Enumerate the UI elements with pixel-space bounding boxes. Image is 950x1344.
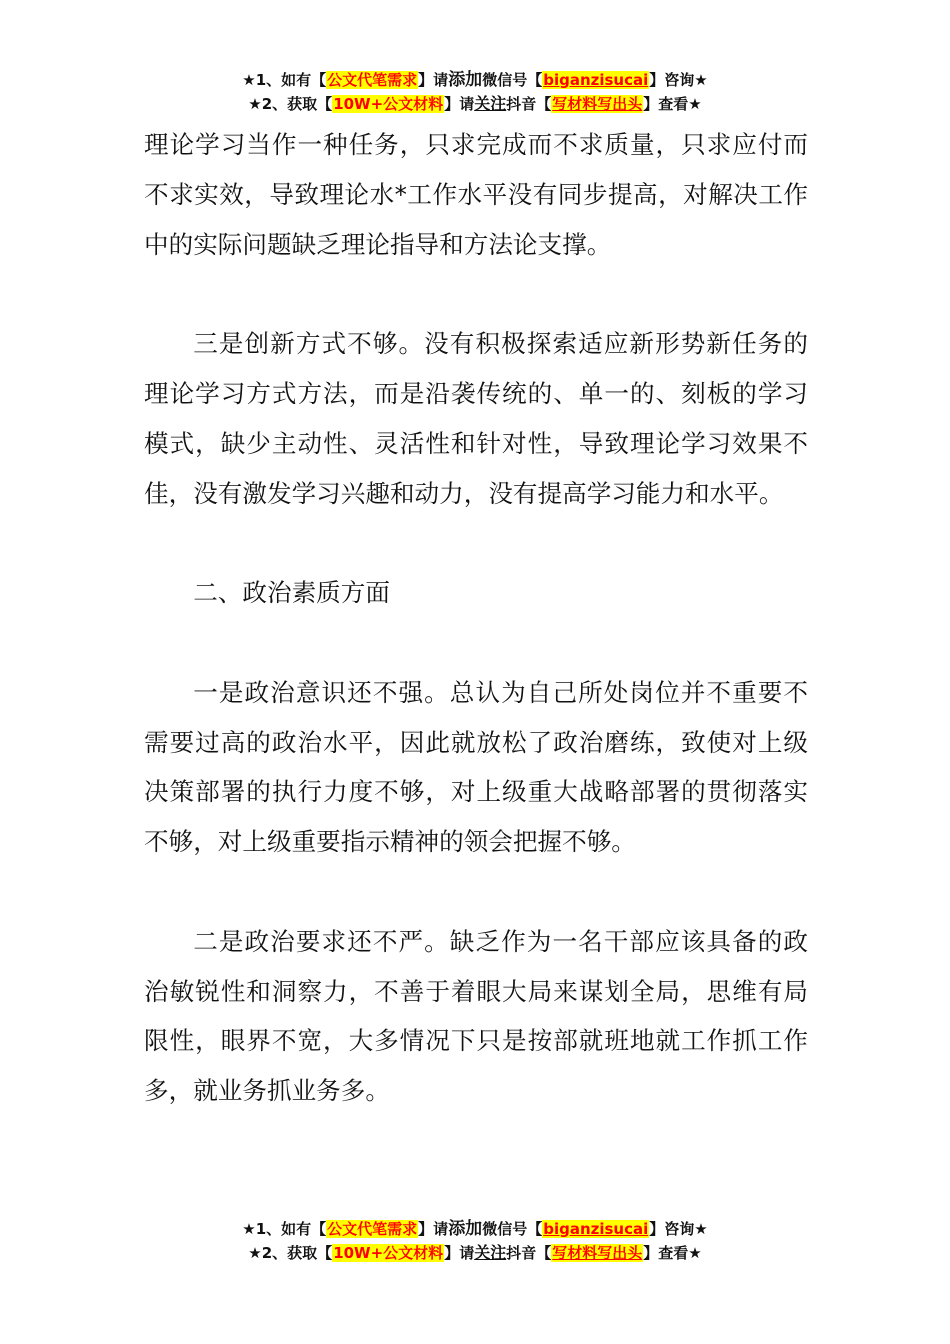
footer-banner: [0, 1217, 950, 1265]
banner-line1-emphasis: 添加: [448, 70, 483, 90]
banner-line1-mid2: 微信号【: [482, 71, 543, 89]
banner-line2-highlight-douyin: 写材料写出头: [552, 95, 643, 113]
banner-line2-highlight-douyin: 写材料写出头: [552, 1244, 643, 1262]
banner-line2-emphasis: 关注: [474, 1243, 507, 1262]
header-banner: [0, 68, 950, 116]
section-heading-political-quality: 二、政治素质方面: [193, 578, 390, 608]
document-body: [144, 120, 808, 1116]
banner-line1-highlight-service: 公文代笔需求: [327, 1220, 418, 1238]
banner-line1-mid1: 】请: [418, 1220, 449, 1238]
banner-line1-emphasis: 添加: [448, 1219, 483, 1239]
paragraph-spacer: [144, 867, 808, 917]
banner-line-1: [0, 1217, 950, 1241]
banner-line2-prefix: ★2、获取【: [248, 1244, 333, 1262]
paragraph-spacer: [144, 618, 808, 668]
banner-line-2: [0, 92, 950, 116]
paragraph-political-requirements: 二是政治要求还不严。缺乏作为一名干部应该具备的政治敏锐性和洞察力，不善于着眼大局来谋划全局，思维有局限性，眼界不宽，大多情况下只是按部就班地就工作抓工作多，就业务抓业务多。: [144, 926, 808, 1106]
banner-line1-prefix: ★1、如有【: [242, 71, 327, 89]
banner-line2-suffix: 】查看★: [643, 1244, 702, 1262]
banner-line2-emphasis: 关注: [474, 94, 507, 113]
banner-line2-mid1: 】请: [444, 95, 475, 113]
banner-line2-mid2: 抖音【: [506, 95, 552, 113]
banner-line1-mid1: 】请: [418, 71, 449, 89]
banner-line-2: [0, 1241, 950, 1265]
banner-line2-mid1: 】请: [444, 1244, 475, 1262]
banner-line1-mid2: 微信号【: [482, 1220, 543, 1238]
banner-line2-mid2: 抖音【: [506, 1244, 552, 1262]
banner-line2-suffix: 】查看★: [643, 95, 702, 113]
banner-line1-highlight-wechat: biganzisucai: [543, 71, 649, 89]
banner-line2-highlight-materials: 10W+公文材料: [333, 1244, 444, 1262]
banner-line1-highlight-service: 公文代笔需求: [327, 71, 418, 89]
banner-line2-prefix: ★2、获取【: [248, 95, 333, 113]
paragraph-spacer: [144, 269, 808, 319]
paragraph-innovation: 三是创新方式不够。没有积极探索适应新形势新任务的理论学习方式方法，而是沿袭传统的、单一的、刻板的学习模式，缺少主动性、灵活性和针对性，导致理论学习效果不佳，没有激发学习兴趣和动力，没有提高学习能力和水平。: [144, 329, 808, 508]
banner-line-1: [0, 68, 950, 92]
banner-line1-prefix: ★1、如有【: [242, 1220, 327, 1238]
paragraph-political-awareness: 一是政治意识还不强。总认为自己所处岗位并不重要不需要过高的政治水平，因此就放松了政治磨练，致使对上级决策部署的执行力度不够，对上级重大战略部署的贯彻落实不够，对上级重要指示精神的领会把握不够。: [144, 677, 808, 857]
banner-line1-suffix: 】咨询★: [649, 71, 708, 89]
paragraph-spacer: [144, 518, 808, 568]
banner-line2-highlight-materials: 10W+公文材料: [333, 95, 444, 113]
banner-line1-highlight-wechat: biganzisucai: [543, 1220, 649, 1238]
paragraph-continuation: 理论学习当作一种任务，只求完成而不求质量，只求应付而不求实效，导致理论水*工作水平没有同步提高，对解决工作中的实际问题缺乏理论指导和方法论支撑。: [144, 130, 808, 259]
banner-line1-suffix: 】咨询★: [649, 1220, 708, 1238]
